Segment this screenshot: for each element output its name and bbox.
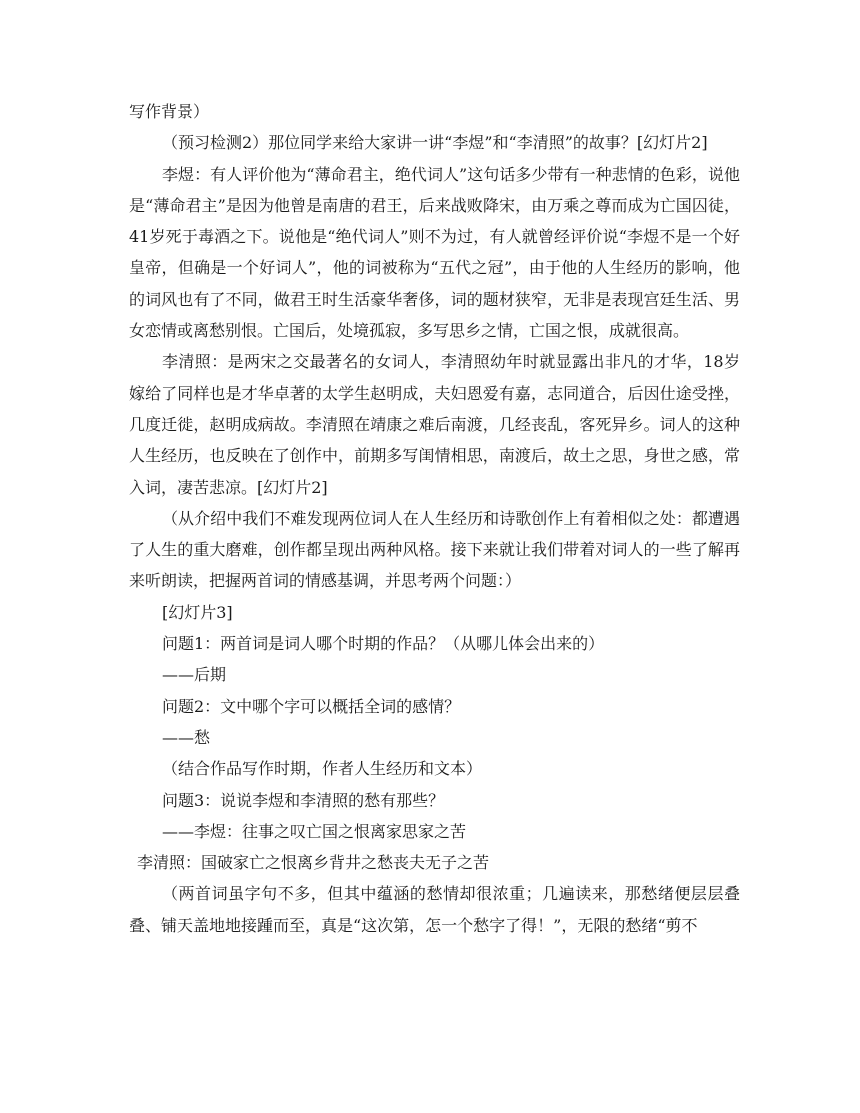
- paragraph-answer-2: ——愁: [162, 727, 211, 747]
- paragraph-hint: （结合作品写作时期，作者人生经历和文本）: [162, 759, 483, 779]
- paragraph-li-yu-bio: 李煜：有人评价他为“薄命君主，绝代词人”这句话多少带有一种悲情的色彩，说他是“薄命君主”是因为他曾是南唐的君王，后来战败降宋，由万乘之尊而成为亡国囚徒，41岁死于毒酒之下。说他是“绝代词人”则不为过，有人就曾经评价说“李煜不是一个好皇帝，但确是一个好词人”，他的词被称为“五代之冠”，由于他的人生经历的影响，他的词风也有了不同，做君王时生活豪华奢侈，词的题材狭窄，无非是表现宫廷生活、男女恋情或离愁别恨。亡国后，处境孤寂，多写思乡之情，亡国之恨，成就很高。: [129, 164, 740, 341]
- paragraph-question-2: 问题2：文中哪个字可以概括全词的感情？: [162, 696, 461, 716]
- paragraph-answer-3-li-yu: ——李煜：往事之叹亡国之恨离家思家之苦: [162, 821, 467, 841]
- paragraph-comparison-note: （从介绍中我们不难发现两位词人在人生经历和诗歌创作上有着相似之处：都遭遇了人生的重大磨难，创作都呈现出两种风格。接下来就让我们带着对词人的一些了解再来听朗读，把握两首词的情感基调，并思考两个问题：）: [129, 508, 740, 591]
- paragraph-sorrow-summary: （两首词虽字句不多，但其中蕴涵的愁情却很浓重；几遍读来，那愁绪便层层叠叠、铺天盖地地接踵而至，真是“这次第，怎一个愁字了得！”，无限的愁绪“剪不: [129, 884, 740, 935]
- paragraph-writing-background: 写作背景）: [129, 102, 210, 121]
- paragraph-answer-1: ——后期: [162, 665, 227, 685]
- paragraph-slide-3: [幻灯片3]: [162, 602, 233, 622]
- paragraph-question-1: 问题1：两首词是词人哪个时期的作品？（从哪儿体会出来的）: [162, 634, 605, 654]
- paragraph-answer-3-li-qingzhao: 李清照：国破家亡之恨离乡背井之愁丧夫无子之苦: [137, 853, 490, 873]
- paragraph-preview-check: （预习检测2）那位同学来给大家讲一讲“李煜”和“李清照”的故事？[幻灯片2]: [162, 133, 708, 153]
- paragraph-question-3: 问题3：说说李煜和李清照的愁有那些？: [162, 790, 445, 810]
- paragraph-li-qingzhao-bio: 李清照：是两宋之交最著名的女词人，李清照幼年时就显露出非凡的才华，18岁嫁给了同样也是才华卓著的太学生赵明成，夫妇恩爱有嘉，志同道合，后因仕途受挫，几度迁徙，赵明成病故。李清照在靖康之难后南渡，几经丧乱，客死异乡。词人的这种人生经历，也反映在了创作中，前期多写闺情相思，南渡后，故土之思，身世之感，常入词，凄苦悲凉。[幻灯片2]: [129, 352, 740, 497]
